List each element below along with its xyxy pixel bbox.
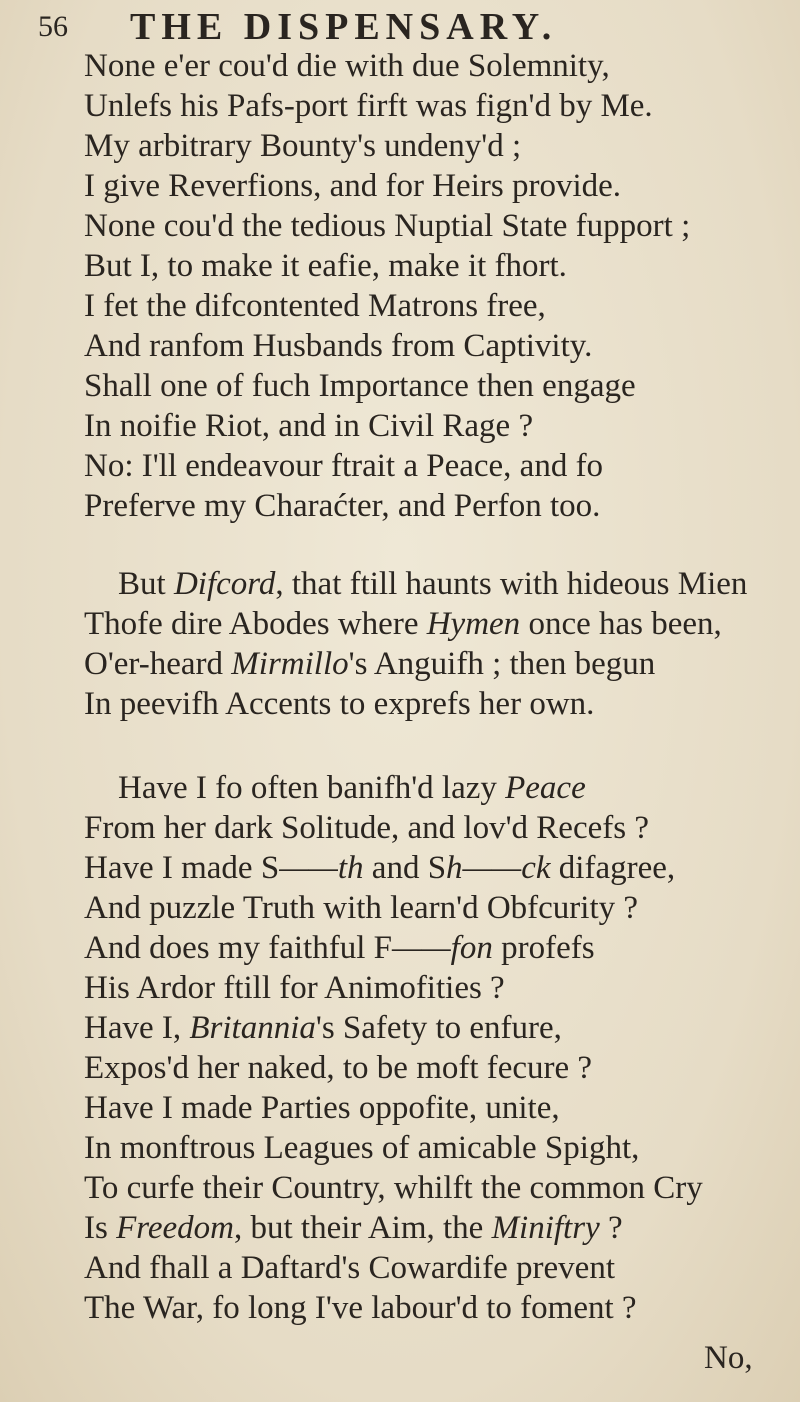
verse-line: None cou'd the tedious Nuptial State fupport ; (84, 208, 691, 244)
verse-line: The War, fo long I've labour'd to foment ? (84, 1290, 637, 1326)
verse-line: Expos'd her naked, to be moft fecure ? (84, 1050, 593, 1086)
verse-line: And does my faithful F——fon profefs (84, 930, 595, 966)
verse-line: His Ardor ftill for Animofities ? (84, 970, 505, 1006)
verse-line: In noifie Riot, and in Civil Rage ? (84, 408, 534, 444)
verse-line: Have I fo often banifh'd lazy Peace (118, 770, 586, 806)
verse-line: I fet the difcontented Matrons free, (84, 288, 546, 324)
verse-line: Thofe dire Abodes where Hymen once has been, (84, 606, 722, 642)
verse-line: In peevifh Accents to exprefs her own. (84, 686, 595, 722)
verse-line: But I, to make it eafie, make it fhort. (84, 248, 567, 284)
verse-line: None e'er cou'd die with due Solemnity, (84, 48, 610, 84)
verse-line: To curfe their Country, whilft the common Cry (84, 1170, 703, 1206)
catchword: No, (704, 1340, 753, 1376)
verse-line: My arbitrary Bounty's undeny'd ; (84, 128, 522, 164)
verse-line: Have I, Britannia's Safety to enfure, (84, 1010, 562, 1046)
verse-line: O'er-heard Mirmillo's Anguifh ; then begun (84, 646, 656, 682)
verse-line: In monftrous Leagues of amicable Spight, (84, 1130, 640, 1166)
verse-line: Unlefs his Pafs-port firft was fign'd by Me. (84, 88, 653, 124)
verse-line: Shall one of fuch Importance then engage (84, 368, 636, 404)
verse-line: And fhall a Daftard's Cowardife prevent (84, 1250, 615, 1286)
verse-line: And ranfom Husbands from Captivity. (84, 328, 593, 364)
verse-line: And puzzle Truth with learn'd Obfcurity ? (84, 890, 639, 926)
verse-line: From her dark Solitude, and lov'd Recefs ? (84, 810, 649, 846)
page-header (38, 2, 778, 52)
verse-line: No: I'll endeavour ftrait a Peace, and fo (84, 448, 604, 484)
running-title: THE DISPENSARY. (130, 6, 558, 48)
verse-line: But Difcord, that ftill haunts with hideous Mien (118, 566, 748, 602)
verse-line: I give Reverfions, and for Heirs provide. (84, 168, 622, 204)
verse-line: Have I made S——th and Sh——ck difagree, (84, 850, 676, 886)
verse-line: Have I made Parties oppofite, unite, (84, 1090, 560, 1126)
verse-line: Preferve my Charaćter, and Perfon too. (84, 488, 601, 524)
page-number: 56 (38, 10, 68, 43)
verse-line: Is Freedom, but their Aim, the Miniftry ? (84, 1210, 623, 1246)
